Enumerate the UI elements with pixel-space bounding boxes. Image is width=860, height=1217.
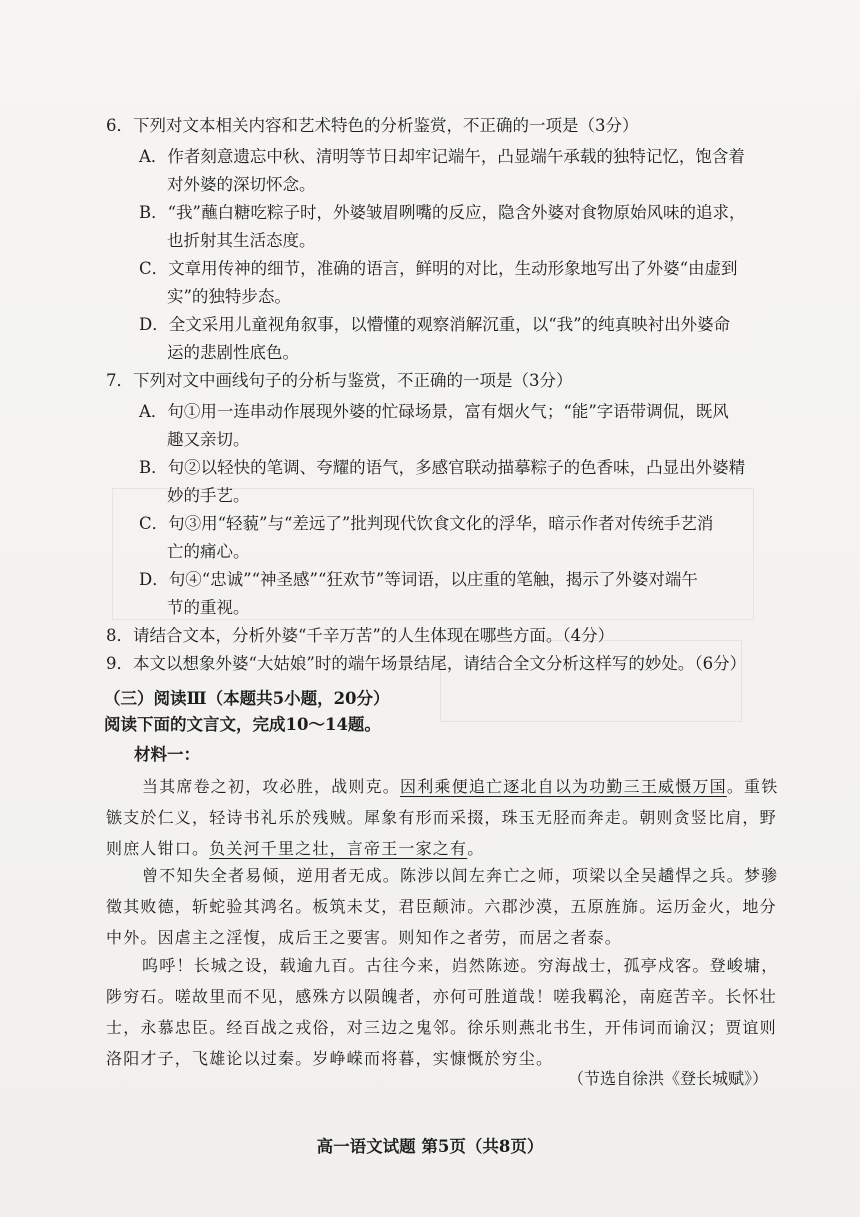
option-line: B．句②以轻快的笔调、夸耀的语气，多感官联动描摹粽子的色香味，凸显出外婆精 (139, 458, 746, 477)
question-6-option-a (139, 143, 779, 199)
section-instruction: 阅读下面的文言文，完成10～14题。 (104, 715, 381, 734)
passage-paragraph-1 (106, 771, 779, 864)
passage-text: 。重铁 (726, 777, 779, 796)
option-line: 运的悲剧性底色。 (167, 343, 299, 362)
option-line: D．句④“忠诚”“神圣感”“狂欢节”等词语，以庄重的笔触，揭示了外婆对端午 (139, 570, 698, 589)
question-7-stem: 7．下列对文中画线句子的分析与鉴赏，不正确的一项是（3分） (106, 371, 573, 390)
option-line: 节的重视。 (167, 598, 250, 617)
option-line: 妙的手艺。 (167, 486, 250, 505)
question-6-option-b (139, 199, 779, 255)
question-6-stem: 6．下列对文本相关内容和艺术特色的分析鉴赏，不正确的一项是（3分） (106, 116, 639, 135)
passage-source: （节选自徐洪《登长城赋》） (567, 1069, 768, 1088)
question-6-option-d (139, 311, 779, 367)
question-7-option-d (139, 566, 779, 622)
question-8: 8．请结合文本，分析外婆“千辛万苦”的人生体现在哪些方面。（4分） (106, 626, 615, 645)
option-line: 趣又亲切。 (167, 430, 250, 449)
question-6-option-c (139, 255, 779, 311)
passage-line: 徵其败德，斩蛇验其鸿名。板筑未艾，君臣颠沛。六郡沙漠，五原旌旆。运历金火，地分 (106, 897, 777, 916)
underlined-sentence: 因利乘便追亡逐北自以为功勤三王威慑万国 (400, 777, 727, 796)
question-9: 9．本文以想象外婆“大姑娘”时的端午场景结尾，请结合全文分析这样写的妙处。（6分） (106, 654, 747, 673)
passage-text: 。 (467, 839, 485, 858)
option-line: B．“我”蘸白糖吃粽子时，外婆皱眉咧嘴的反应，隐含外婆对食物原始风味的追求， (139, 203, 746, 222)
passage-line: 洛阳才子，飞雄论以过秦。岁峥嵘而将暮，实慷慨於穷尘。 (106, 1049, 554, 1068)
option-line: C．文章用传神的细节，准确的语言，鲜明的对比，生动形象地写出了外婆“由虚到 (139, 259, 738, 278)
option-line: 也折射其生活态度。 (167, 231, 316, 250)
question-7-option-c (139, 510, 779, 566)
underlined-sentence: 负关河千里之壮，言帝王一家之有 (209, 839, 468, 858)
passage-text: 则庶人钳口。 (106, 839, 210, 858)
question-7-option-b (139, 454, 779, 510)
material-label: 材料一： (134, 745, 200, 764)
passage-line: 曾不知失全者易倾，逆用者无成。陈涉以闾左奔亡之师，项梁以全吴趫悍之兵。梦骖 (142, 866, 779, 885)
passage-paragraph-3 (106, 950, 779, 1074)
passage-line: 镞支於仁义，轻诗书礼乐於残贼。犀象有形而采掇，珠玉无胫而奔走。朝则贪竖比肩，野 (106, 808, 777, 827)
option-line: A．句①用一连串动作展现外婆的忙碌场景，富有烟火气；“能”字语带调侃，既风 (139, 402, 729, 421)
passage-paragraph-2 (106, 860, 779, 953)
passage-text: 当其席卷之初，攻必胜，战则克。 (142, 777, 401, 796)
option-line: C．句③用“轻藐”与“差远了”批判现代饮食文化的浮华，暗示作者对传统手艺消 (139, 514, 714, 533)
option-line: 亡的痛心。 (167, 542, 250, 561)
passage-line: 中外。因虐主之淫愎，成后王之要害。则知作之者劳，而居之者泰。 (106, 928, 623, 947)
option-line: A．作者刻意遗忘中秋、清明等节日却牢记端午，凸显端午承载的独特记忆，饱含着 (139, 147, 745, 166)
passage-line: 陟穷石。嗟故里而不见，感殊方以陨魄者，亦何可胜道哉！嗟我羁沦，南庭苦辛。长怀壮 (106, 987, 777, 1006)
option-line: 对外婆的深切怀念。 (167, 175, 316, 194)
passage-line (106, 771, 779, 802)
section-heading: （三）阅读Ⅲ（本题共5小题，20分） (104, 689, 390, 708)
option-line: D．全文采用儿童视角叙事，以懵懂的观察消解沉重，以“我”的纯真映衬出外婆命 (139, 315, 731, 334)
passage-line: 士，永慕忠臣。经百战之戎俗，对三边之鬼邻。徐乐则燕北书生，开伟词而谕汉；贾谊则 (106, 1018, 777, 1037)
passage-line: 呜呼！长城之设，载逾九百。古往今来，岿然陈迹。穷海战士，孤亭戍客。登峻墉， (142, 956, 779, 975)
option-line: 实”的独特步态。 (167, 287, 291, 306)
page-footer: 高一语文试题 第5页（共8页） (316, 1137, 544, 1156)
question-7-option-a (139, 398, 779, 454)
